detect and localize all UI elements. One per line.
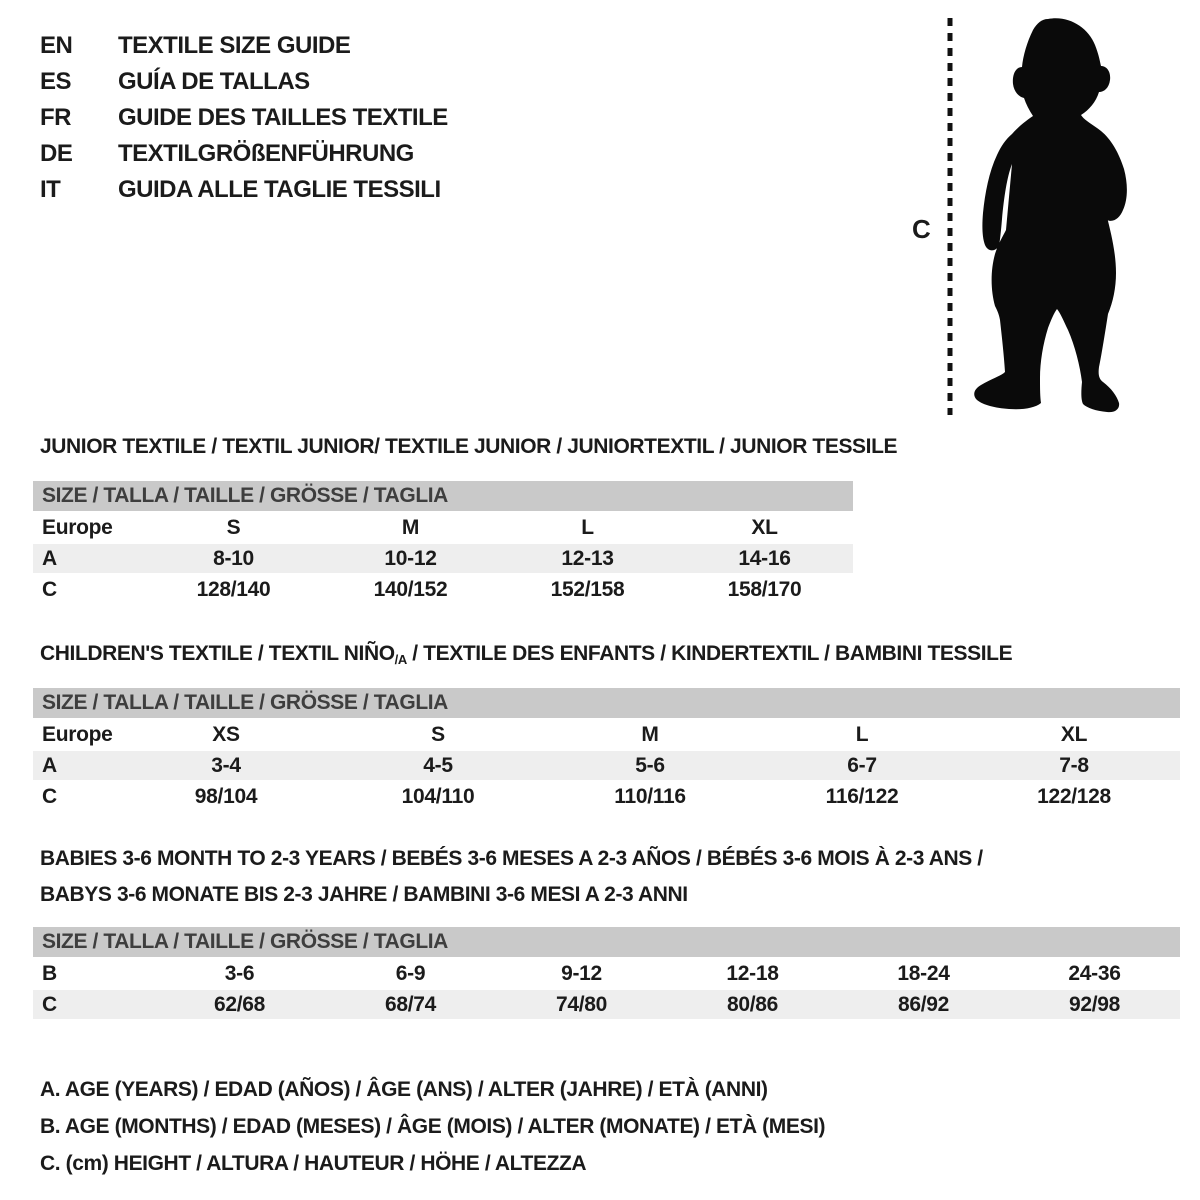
region-label: Europe <box>42 722 113 746</box>
height-cell: 122/128 <box>1037 784 1111 808</box>
language-row <box>40 64 448 100</box>
size-cell: XL <box>1060 722 1088 746</box>
babies-months-row <box>33 959 1180 988</box>
junior-height-row <box>33 575 853 604</box>
toddler-silhouette <box>974 18 1127 412</box>
children-age-row <box>33 751 1180 780</box>
age-cell: 3-4 <box>211 753 241 777</box>
junior-sizes-row <box>33 513 853 542</box>
size-cell: M <box>641 722 659 746</box>
height-cell: 86/92 <box>897 992 950 1016</box>
height-figure <box>900 5 1170 423</box>
size-cell: L <box>581 515 594 539</box>
babies-size-table <box>33 927 1180 1021</box>
babies-size-header-bar: SIZE / TALLA / TAILLE / GRÖSSE / TAGLIA <box>33 927 1180 957</box>
age-cell: 8-10 <box>213 546 254 570</box>
measure-label-c: C <box>912 214 931 244</box>
legend-line-c: C. (cm) HEIGHT / ALTURA / HAUTEUR / HÖHE / ALTEZZA <box>40 1152 587 1175</box>
children-size-header-bar: SIZE / TALLA / TAILLE / GRÖSSE / TAGLIA <box>33 688 1180 718</box>
row-label: A <box>42 546 57 570</box>
language-label: GUIDE DES TAILLES TEXTILE <box>118 104 448 131</box>
language-row <box>40 28 448 64</box>
language-row <box>40 172 448 208</box>
language-list <box>40 28 448 208</box>
children-title-post: / TEXTILE DES ENFANTS / KINDERTEXTIL / BAMBINI TESSILE <box>406 642 1013 665</box>
language-row <box>40 100 448 136</box>
junior-age-row <box>33 544 853 573</box>
region-label: Europe <box>42 515 113 539</box>
size-cell: M <box>401 515 420 539</box>
age-cell: 12-13 <box>561 546 614 570</box>
toddler-silhouette-svg <box>900 5 1170 423</box>
age-cell: 4-5 <box>423 753 453 777</box>
children-sizes-row <box>33 720 1180 749</box>
age-cell: 7-8 <box>1059 753 1089 777</box>
age-cell: 10-12 <box>384 546 437 570</box>
height-cell: 128/140 <box>196 577 271 601</box>
height-cell: 80/86 <box>726 992 779 1016</box>
height-cell: 116/122 <box>825 784 899 808</box>
row-label: A <box>42 753 57 777</box>
language-code: FR <box>40 104 71 131</box>
children-section-title <box>40 642 1012 666</box>
language-code: IT <box>40 176 61 203</box>
height-cell: 74/80 <box>555 992 608 1016</box>
babies-section-title-line2: BABYS 3-6 MONATE BIS 2-3 JAHRE / BAMBINI 3-6 MESI A 2-3 ANNI <box>40 883 688 906</box>
legend-line-b: B. AGE (MONTHS) / EDAD (MESES) / ÂGE (MOIS) / ALTER (MONATE) / ETÀ (MESI) <box>40 1115 826 1138</box>
size-cell: L <box>855 722 869 746</box>
height-cell: 68/74 <box>384 992 437 1016</box>
babies-section-title-line1: BABIES 3-6 MONTH TO 2-3 YEARS / BEBÉS 3-6 MESES A 2-3 AÑOS / BÉBÉS 3-6 MOIS À 2-3 ANS / <box>40 847 983 870</box>
legend-line-a: A. AGE (YEARS) / EDAD (AÑOS) / ÂGE (ANS) / ALTER (JAHRE) / ETÀ (ANNI) <box>40 1078 768 1101</box>
language-code: EN <box>40 32 73 59</box>
height-cell: 158/170 <box>727 577 802 601</box>
months-cell: 3-6 <box>224 961 255 985</box>
language-row <box>40 136 448 172</box>
size-cell: XL <box>751 515 778 539</box>
age-cell: 6-7 <box>847 753 877 777</box>
language-code: DE <box>40 140 73 167</box>
junior-size-table <box>33 481 853 606</box>
age-cell: 5-6 <box>635 753 665 777</box>
height-cell: 92/98 <box>1068 992 1121 1016</box>
age-cell: 14-16 <box>738 546 791 570</box>
language-label: TEXTILGRÖßENFÜHRUNG <box>118 140 414 167</box>
language-code: ES <box>40 68 72 95</box>
months-cell: 6-9 <box>395 961 426 985</box>
language-label: GUIDA ALLE TAGLIE TESSILI <box>118 176 441 203</box>
legend <box>40 1071 825 1182</box>
size-cell: S <box>431 722 445 746</box>
height-cell: 110/116 <box>614 784 686 808</box>
height-cell: 152/158 <box>550 577 625 601</box>
children-height-row <box>33 782 1180 811</box>
height-cell: 104/110 <box>401 784 475 808</box>
row-label: B <box>42 961 57 985</box>
months-cell: 12-18 <box>726 961 779 985</box>
junior-size-header-bar: SIZE / TALLA / TAILLE / GRÖSSE / TAGLIA <box>33 481 853 511</box>
height-cell: 140/152 <box>373 577 448 601</box>
months-cell: 18-24 <box>897 961 950 985</box>
children-title-pre: CHILDREN'S TEXTILE / TEXTIL NIÑO <box>40 642 395 665</box>
row-label: C <box>42 992 57 1016</box>
row-label: C <box>42 577 57 601</box>
junior-section-title: JUNIOR TEXTILE / TEXTIL JUNIOR/ TEXTILE JUNIOR / JUNIORTEXTIL / JUNIOR TESSILE <box>40 435 898 458</box>
size-cell: S <box>226 515 241 539</box>
children-title-sub: /A <box>394 652 407 667</box>
language-label: GUÍA DE TALLAS <box>118 68 310 95</box>
months-cell: 24-36 <box>1068 961 1121 985</box>
height-cell: 98/104 <box>194 784 258 808</box>
months-cell: 9-12 <box>561 961 602 985</box>
babies-height-row <box>33 990 1180 1019</box>
size-cell: XS <box>212 722 240 746</box>
children-size-table <box>33 688 1180 813</box>
height-cell: 62/68 <box>213 992 266 1016</box>
language-label: TEXTILE SIZE GUIDE <box>118 32 351 59</box>
row-label: C <box>42 784 57 808</box>
